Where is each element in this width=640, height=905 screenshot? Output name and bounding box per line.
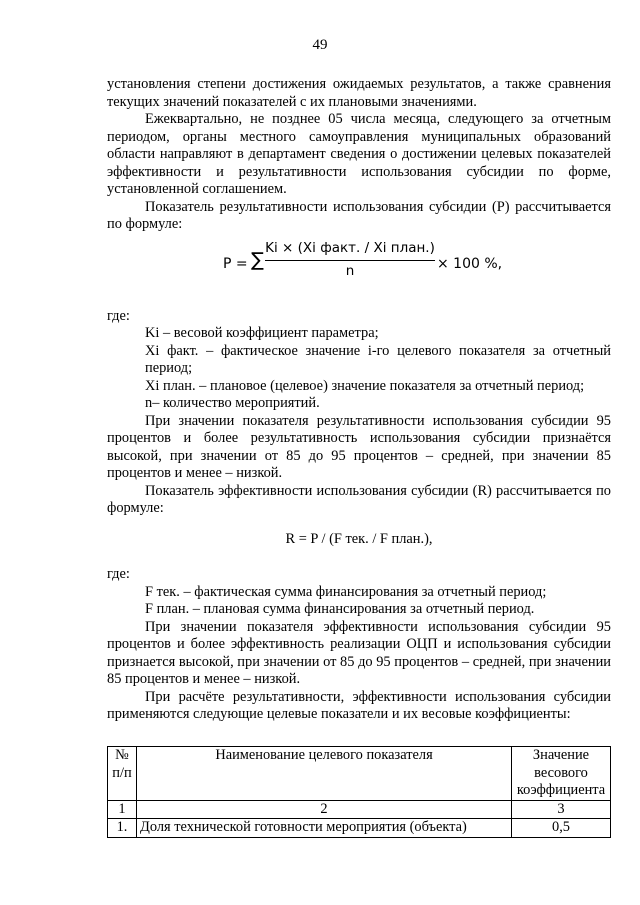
formula-r: R = P / (F тек. / F план.), <box>285 530 433 547</box>
table-cell: Доля технической готовности мероприятия (объекта) <box>137 819 512 838</box>
formula-p-lhs: P = <box>223 255 248 272</box>
paragraph-coefficients-intro: При расчёте результативности, эффективности использования субсидии применяются следующие целевые показатели и их весовые коэффициенты: <box>107 688 611 722</box>
table-cell: 0,5 <box>512 819 611 838</box>
paragraph-r-indicator: Показатель эффективности использования субсидии (R) рассчитывается по формуле: <box>107 482 611 516</box>
where-label: где: <box>107 307 130 324</box>
table-header-number: № п/п <box>108 747 137 801</box>
table-header-coefficient: Значение весового коэффициента <box>512 747 611 801</box>
table-header-row <box>108 747 611 801</box>
table-numbering-row <box>108 800 611 819</box>
where-label: где: <box>107 566 130 582</box>
definition-xi-plan: Xi план. – плановое (целевое) значение показателя за отчетный период; <box>145 377 585 394</box>
definition-f-tek: F тек. – фактическая сумма финансирования за отчетный период; <box>145 583 547 600</box>
page-number: 49 <box>312 37 328 53</box>
table-cell: 1. <box>108 819 137 838</box>
table-header-name: Наименование целевого показателя <box>137 747 512 801</box>
paragraph-p-indicator: Показатель результативности использования субсидии (P) рассчитывается по формуле: <box>107 198 611 232</box>
formula-denominator: n <box>345 263 355 279</box>
definition-f-plan: F план. – плановая сумма финансирования за отчетный период. <box>145 601 535 617</box>
table-cell: 1 <box>108 800 137 819</box>
table-cell: 3 <box>512 800 611 819</box>
paragraph-r-thresholds: При значении показателя эффективности использования субсидии 95 процентов и более эффективность реализации ОЦП и использования субсидии признается высокой, при значении от 85 до 95 процентов – средней, при значении 85 процентов и менее – низкой. <box>107 618 611 687</box>
sum-symbol: ∑ <box>251 248 264 271</box>
document-body <box>107 76 611 724</box>
formula-p-rhs: × 100 %, <box>437 255 503 272</box>
table-cell: 2 <box>137 800 512 819</box>
definition-ki: Ki – весовой коэффициент параметра; <box>145 325 379 341</box>
formula-p <box>107 239 611 296</box>
paragraph-p-thresholds: При значении показателя результативности использования субсидии 95 процентов и более результативность использования субсидии признаётся высокой, при значении от 85 до 95 процентов – средней, при значении 85 процентов и менее – низкой. <box>107 412 611 481</box>
definition-xi-fact: Xi факт. – фактическое значение i-го целевого показателя за отчетный период; <box>145 342 611 376</box>
definition-n: n– количество мероприятий. <box>145 395 320 411</box>
formula-fraction <box>265 240 435 281</box>
paragraph-quarterly: Ежеквартально, не позднее 05 числа месяца, следующего за отчетным периодом, органы местного самоуправления муниципальных образований области направляют в департамент сведения о достижении целевых показателей эффективности и результативности использования субсидии по форме, установленной соглашением. <box>107 111 611 197</box>
table-row <box>108 819 611 838</box>
formula-numerator: Ki × (Xi факт. / Xi план.) <box>265 240 435 262</box>
paragraph-intro: установления степени достижения ожидаемых результатов, а также сравнения текущих значений показателей с их плановыми значениями. <box>107 76 611 110</box>
coefficients-table <box>107 746 611 838</box>
